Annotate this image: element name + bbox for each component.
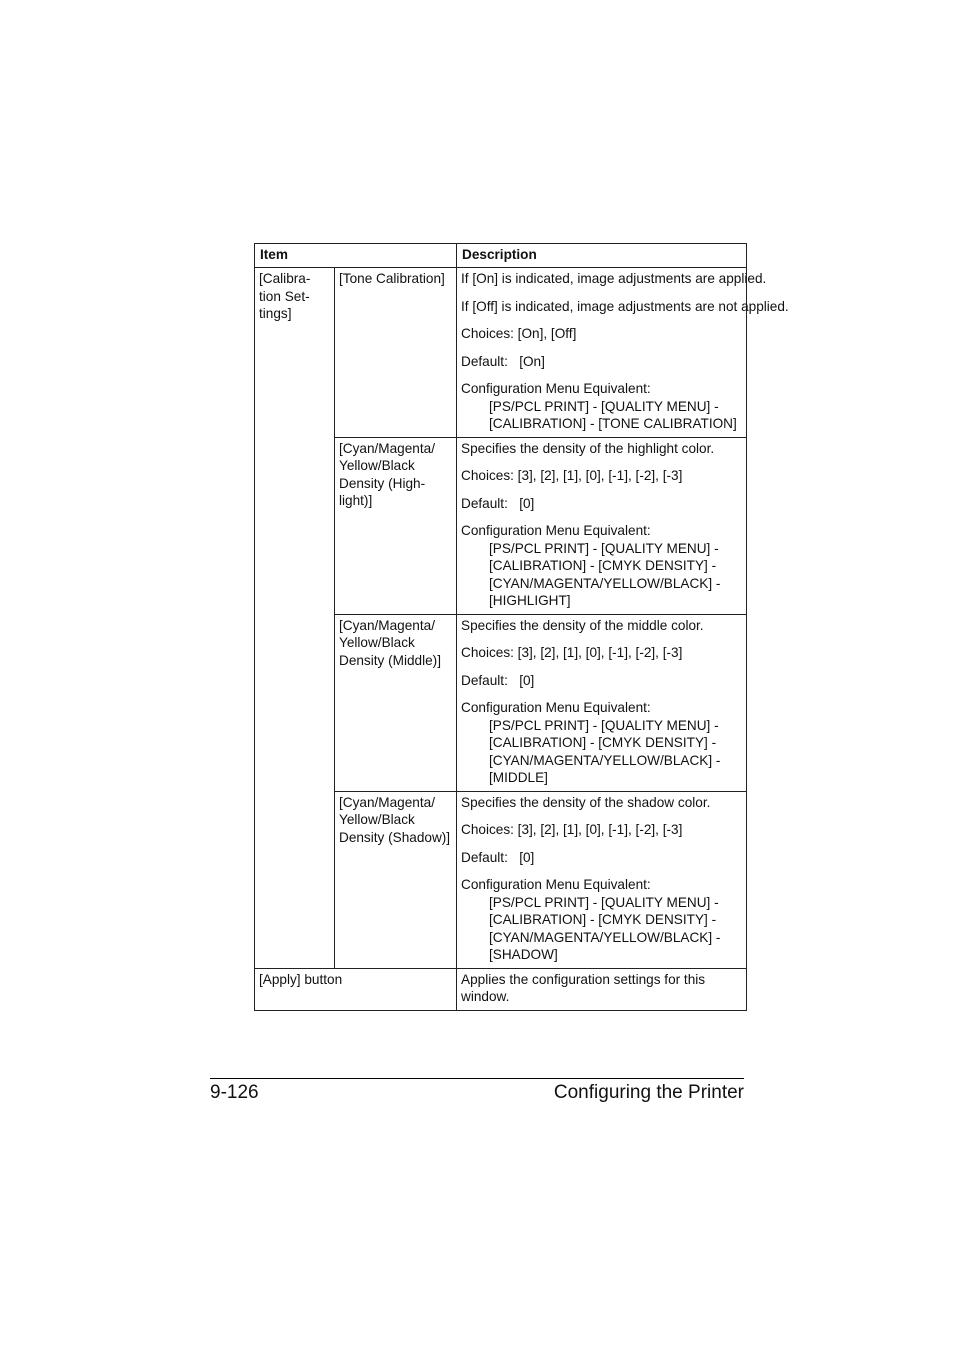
settings-table — [254, 243, 789, 1011]
table-row — [255, 268, 747, 438]
description-line: Default: [0] — [461, 672, 535, 688]
description-line: Default: [0] — [461, 849, 535, 865]
config-label: Configuration Menu Equivalent: — [461, 381, 651, 396]
header-description: Description — [457, 244, 747, 268]
config-path: [PS/PCL PRINT] - [QUALITY MENU] - [CALIBRATION] - [CMYK DENSITY] - [CYAN/MAGENTA/YELLOW/BLACK] - [MIDDLE] — [489, 717, 721, 785]
description-line: If [Off] is indicated, image adjustments are not applied. — [461, 298, 789, 314]
group-label: [Calibra- tion Set- tings] — [255, 268, 335, 969]
page-number: 9-126 — [210, 1082, 259, 1103]
config-label: Configuration Menu Equivalent: — [461, 700, 651, 715]
description-line: Choices: [3], [2], [1], [0], [-1], [-2], [-3] — [461, 822, 683, 837]
config-label: Configuration Menu Equivalent: — [461, 523, 651, 538]
description-line: Choices: [3], [2], [1], [0], [-1], [-2], [-3] — [461, 645, 683, 660]
config-label: Configuration Menu Equivalent: — [461, 877, 651, 892]
description-line: Specifies the density of the middle color. — [461, 617, 704, 633]
description-cell — [457, 437, 747, 614]
item-cell: [Cyan/Magenta/ Yellow/Black Density (Middle)] — [335, 614, 457, 791]
config-equivalent — [461, 876, 742, 964]
description-cell — [457, 791, 747, 968]
description-line: Specifies the density of the highlight color. — [461, 440, 715, 456]
header-item: Item — [255, 244, 457, 268]
description-cell — [457, 614, 747, 791]
description-cell — [457, 268, 789, 438]
config-path: [PS/PCL PRINT] - [QUALITY MENU] - [CALIBRATION] - [TONE CALIBRATION] — [489, 398, 737, 431]
description-line: Default: [On] — [461, 353, 545, 369]
item-cell: [Cyan/Magenta/ Yellow/Black Density (High- light)] — [335, 437, 457, 614]
config-path: [PS/PCL PRINT] - [QUALITY MENU] - [CALIBRATION] - [CMYK DENSITY] - [CYAN/MAGENTA/YELLOW/BLACK] - [SHADOW] — [489, 894, 721, 962]
table-header-row — [255, 244, 747, 268]
config-equivalent — [461, 522, 742, 610]
footer-rule — [210, 1078, 744, 1079]
description-line: Specifies the density of the shadow color. — [461, 794, 711, 810]
config-path: [PS/PCL PRINT] - [QUALITY MENU] - [CALIBRATION] - [CMYK DENSITY] - [CYAN/MAGENTA/YELLOW/BLACK] - [HIGHLIGHT] — [489, 540, 721, 608]
item-cell: [Tone Calibration] — [335, 268, 457, 438]
config-equivalent — [461, 699, 742, 787]
item-cell: [Cyan/Magenta/ Yellow/Black Density (Shadow)] — [335, 791, 457, 968]
description-line: Choices: [On], [Off] — [461, 326, 577, 341]
apply-description-cell: Applies the configuration settings for this window. — [457, 968, 747, 1010]
description-line: If [On] is indicated, image adjustments are applied. — [461, 271, 767, 286]
apply-item-cell: [Apply] button — [255, 968, 457, 1010]
config-equivalent — [461, 380, 742, 433]
description-line: Default: [0] — [461, 495, 535, 511]
description-line: Choices: [3], [2], [1], [0], [-1], [-2], [-3] — [461, 468, 683, 483]
chapter-title: Configuring the Printer — [553, 1082, 744, 1103]
apply-row — [255, 968, 747, 1010]
